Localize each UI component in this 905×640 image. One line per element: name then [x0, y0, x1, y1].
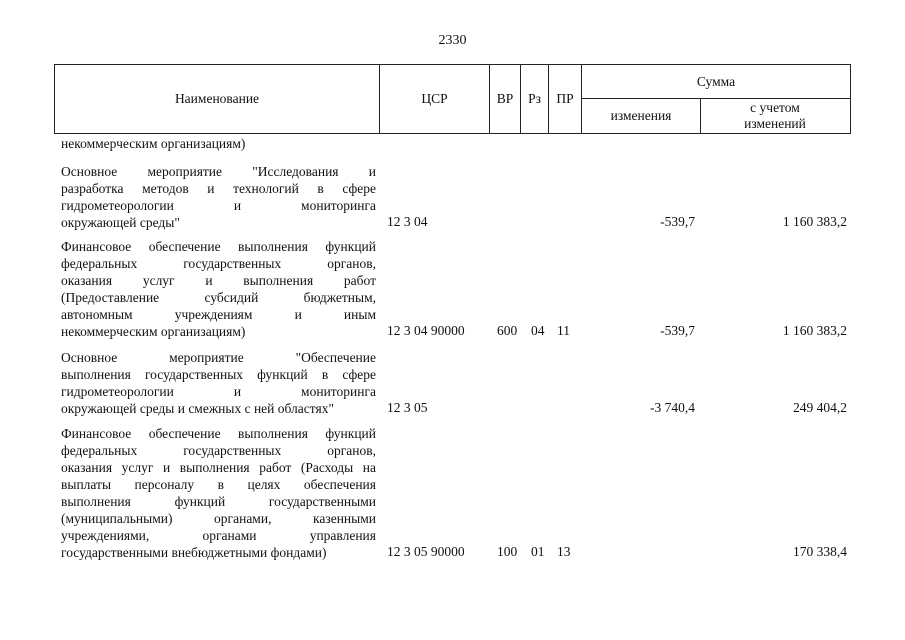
row-vr: 600	[497, 323, 518, 338]
header-sum-change: изменения	[582, 98, 701, 133]
row-name-line: некоммерческим организациям)	[61, 324, 246, 339]
row-name-line: федеральных государственных органов,	[61, 443, 376, 458]
row-change: -539,7	[660, 214, 695, 229]
row-name	[61, 238, 376, 340]
row-name-line: разработка методов и технологий в сфере	[61, 181, 376, 196]
row-name-line: Финансовое обеспечение выполнения функций	[61, 426, 376, 441]
row-name	[61, 425, 376, 561]
row-name-line: Основное мероприятие "Исследования и	[61, 164, 376, 179]
header-vr: ВР	[490, 65, 521, 133]
row-name-line: гидрометеорологии и мониторинга	[61, 198, 376, 213]
header-sum-with-changes	[700, 98, 850, 133]
row-rz: 01	[531, 544, 545, 559]
header-pr: ПР	[549, 65, 582, 133]
row-name-line: Финансовое обеспечение выполнения функций	[61, 239, 376, 254]
row-csr: 12 3 04	[387, 214, 428, 229]
row-change: -539,7	[660, 323, 695, 338]
row-pr: 13	[557, 544, 571, 559]
header-sum-with-changes-line1: с учетом	[750, 99, 800, 115]
row-name-line: окружающей среды"	[61, 215, 180, 230]
row-csr: 12 3 04 90000	[387, 323, 465, 338]
row-name-line: выплаты персоналу в целях обеспечения	[61, 477, 376, 492]
row-name-line: гидрометеорологии и мониторинга	[61, 384, 376, 399]
row-name-line: (муниципальными) органами, казенными	[61, 511, 376, 526]
row-rz: 04	[531, 323, 545, 338]
row-name-line: окружающей среды и смежных с ней областях"	[61, 401, 334, 416]
row-total: 170 338,4	[793, 544, 847, 559]
row-name-line: автономным учреждениям и иным	[61, 307, 376, 322]
page-number: 2330	[438, 33, 467, 48]
row-total: 1 160 383,2	[782, 214, 847, 229]
row-name	[61, 349, 376, 417]
row-name-line: федеральных государственных органов,	[61, 256, 376, 271]
continuation-text: некоммерческим организациям)	[61, 136, 246, 151]
header-csr: ЦСР	[380, 65, 490, 133]
row-change: -3 740,4	[650, 400, 695, 415]
row-vr: 100	[497, 544, 518, 559]
row-name-line: учреждениями, органами управления	[61, 528, 376, 543]
table-header	[54, 64, 851, 134]
header-sum: Сумма	[582, 65, 850, 99]
row-name-line: выполнения функций государственными	[61, 494, 376, 509]
row-pr: 11	[557, 323, 570, 338]
row-csr: 12 3 05 90000	[387, 544, 465, 559]
row-name	[61, 163, 376, 231]
row-name-line: оказания услуг и выполнения работ	[61, 273, 376, 288]
header-name: Наименование	[55, 65, 380, 133]
header-sum-group	[582, 65, 850, 133]
row-csr: 12 3 05	[387, 400, 428, 415]
row-name-line: государственными внебюджетными фондами)	[61, 545, 327, 560]
header-rz: Рз	[521, 65, 549, 133]
row-name-line: оказания услуг и выполнения работ (Расходы на	[61, 460, 376, 475]
row-total: 249 404,2	[793, 400, 847, 415]
row-name-line: выполнения государственных функций в сфере	[61, 367, 376, 382]
header-sum-with-changes-line2: изменений	[744, 115, 806, 131]
row-total: 1 160 383,2	[782, 323, 847, 338]
row-name-line: Основное мероприятие "Обеспечение	[61, 350, 376, 365]
row-name-line: (Предоставление субсидий бюджетным,	[61, 290, 376, 305]
